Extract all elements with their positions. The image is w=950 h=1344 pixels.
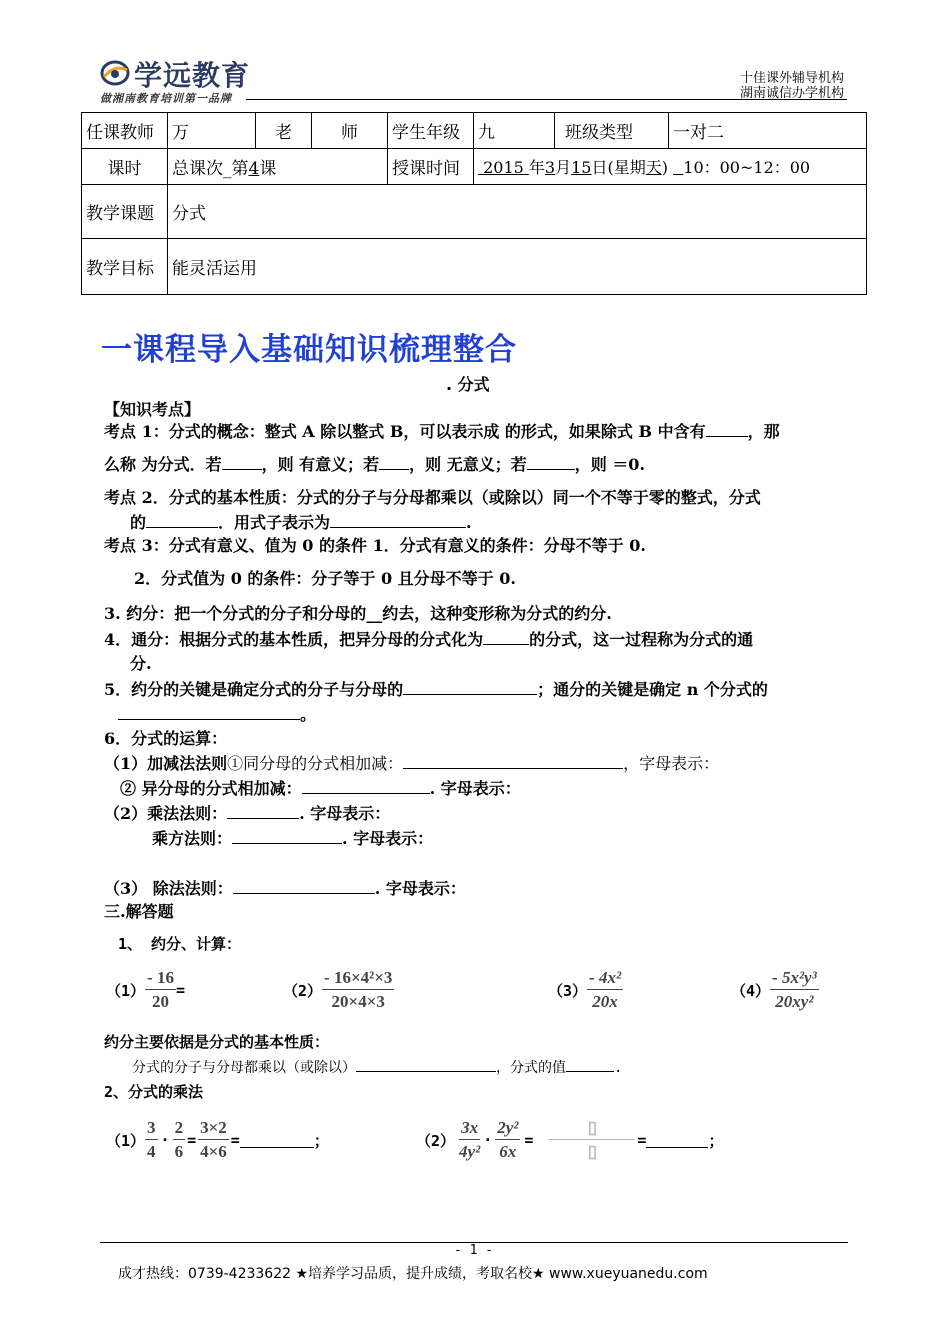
answers-heading: 三.解答题 (104, 902, 174, 921)
q1-item-3: （3） $\frac{\text{- 4x²}}{20x}$ (548, 968, 622, 1011)
topic-label: 教学课题 (82, 185, 168, 239)
question-1-title: 1、 约分、计算： (118, 935, 242, 953)
logo-text: 学远教育 (134, 59, 251, 92)
tagline-1: 十佳课外辅导机构 (739, 71, 844, 86)
time-value: 2015 年3月15日(星期天) 10：00~12：00 (474, 149, 867, 185)
kp3-line2: 2．分式值为 0 的条件：分子等于 0 且分母不等于 0. (134, 569, 516, 588)
section-title: 一课程导入基础知识梳理整合 (101, 332, 517, 368)
topic-value: 分式 (168, 185, 867, 239)
table-row (82, 239, 867, 295)
fraction: $\frac{3\times 2}{4\times 6}$ (200, 1118, 227, 1161)
q1-item-4: （4） $\frac{\text{- 5x²y³}}{\text{20xy²}}$ (731, 968, 817, 1011)
point-6: 6．分式的运算： (104, 729, 228, 748)
basis-title: 约分主要依据是分式的基本性质： (104, 1033, 330, 1051)
point-3: 3. 约分：把一个分式的分子和分母的__约去，这种变形称为分式的约分. (104, 604, 612, 623)
teacher-suffix-2: 师 (312, 113, 388, 149)
footer-text: 成才热线：0739-4233622 ★培养学习品质，提升成绩，考取名校★ www.xueyuanedu.com (118, 1266, 708, 1282)
point-5-line2: 。 (118, 702, 316, 725)
fraction: $\frac{\text{- 16×4²×3}}{20\times 4\times 3}$ (324, 968, 393, 1011)
table-row (82, 113, 867, 149)
kp-header: 【知识考点】 (104, 400, 201, 419)
question-2-title: 2、分式的乘法 (104, 1083, 204, 1101)
grade-label: 学生年级 (388, 113, 474, 149)
teacher-label: 任课教师 (82, 113, 168, 149)
subtitle: . 分式 (446, 375, 490, 394)
empty-fraction: $\frac{▯}{▯}$ (549, 1118, 635, 1162)
class-type-value: 一对二 (669, 113, 867, 149)
fraction: $\frac{3x}{\text{4y²}}$ (459, 1118, 481, 1161)
rule-add-diff: ② 异分母的分式相加减： . 字母表示： (120, 779, 521, 798)
lesson-info-table (81, 112, 867, 295)
fraction: $\frac{- 16}{20}$ (147, 968, 174, 1011)
time-label: 授课时间 (388, 149, 474, 185)
teacher-value: 万 (168, 113, 256, 149)
basis-text: 分式的分子与分母都乘以（或除以） ，分式的值 . (132, 1056, 622, 1077)
fraction: $\frac{\text{- 4x²}}{20x}$ (589, 968, 622, 1011)
page-number: - 1 - (454, 1243, 494, 1258)
rule-multiply: （2）乘法法则： . 字母表示： (104, 804, 391, 823)
tagline-2: 湖南诚信办学机构 (739, 86, 844, 101)
point-5-line1: 5．约分的关键是确定分式的分子与分母的 ；通分的关键是确定 n 个分式的 (104, 680, 768, 699)
fraction: $\frac{2}{6}$ (174, 1118, 184, 1161)
grade-value: 九 (474, 113, 555, 149)
table-row (82, 149, 867, 185)
kp2-line2: 的 ．用式子表示为 . (130, 513, 472, 532)
goal-value: 能灵活运用 (168, 239, 867, 295)
logo-icon (100, 60, 130, 86)
fraction: $\frac{\text{2y²}}{6x}$ (497, 1118, 519, 1161)
q2-item-1: （1） $\frac{3}{4}$ · $\frac{2}{6}$ = $\frac{3\times 2}{4\times 6}$ = ； (106, 1118, 329, 1161)
point-4-line2: 分. (130, 654, 152, 673)
goal-label: 教学目标 (82, 239, 168, 295)
rule-add-same: （1）加减法法则①同分母的分式相加减： ，字母表示： (104, 754, 720, 773)
rule-power: 乘方法则： . 字母表示： (152, 829, 434, 848)
kp1-line2: 么称 为分式．若 ，则 有意义；若 ，则 无意义；若 ，则 ＝0. (104, 455, 646, 474)
fraction: $\frac{3}{4}$ (147, 1118, 156, 1161)
table-row (82, 185, 867, 239)
kp2-line1: 考点 2．分式的基本性质：分式的分子与分母都乘以（或除以）同一个不等于零的整式，分式 (104, 488, 761, 507)
logo-slogan: 做湘南教育培训第一品牌 (100, 92, 232, 105)
kp1-line1: 考点 1：分式的概念：整式 A 除以整式 B，可以表示成 的形式，如果除式 B 中含有 ，那 (104, 422, 780, 441)
class-type-label: 班级类型 (555, 113, 669, 149)
q1-item-1: （1） $\frac{- 16}{20}$ = (106, 968, 185, 1011)
lesson-value: 总课次_第4课 (168, 149, 388, 185)
rule-divide: （3） 除法法则： . 字母表示： (104, 879, 466, 898)
kp3-line1: 考点 3：分式有意义、值为 0 的条件 1．分式有意义的条件：分母不等于 0. (104, 536, 646, 555)
lesson-label: 课时 (82, 149, 168, 185)
q2-item-2: （2） $\frac{3x}{\text{4y²}}$ · $\frac{\text{2y²}}{6x}$ = $\frac{▯}{▯}$ = ； (416, 1118, 724, 1161)
fraction: $\frac{\text{- 5x²y³}}{\text{20xy²}}$ (772, 968, 817, 1011)
teacher-suffix-1: 老 (256, 113, 312, 149)
q1-item-2: （2） $\frac{\text{- 16×4²×3}}{20\times 4\times 3}$ (283, 968, 393, 1011)
point-4-line1: 4．通分：根据分式的基本性质，把异分母的分式化为 的分式，这一过程称为分式的通 (104, 630, 754, 649)
